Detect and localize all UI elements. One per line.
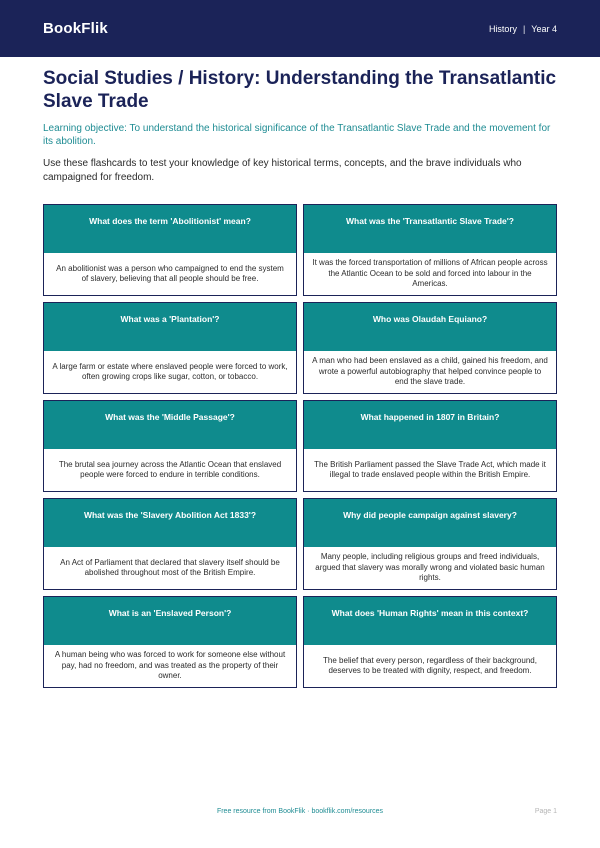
- flashcard-answer: A human being who was forced to work for someone else without pay, had no freedom, and was treated as the property of their owner.: [54, 650, 286, 681]
- footer-link[interactable]: Free resource from BookFlik · bookflik.com/resources: [216, 808, 384, 815]
- flashcard[interactable]: [303, 596, 557, 688]
- flashcard[interactable]: [303, 498, 557, 590]
- flashcard[interactable]: [43, 204, 297, 296]
- flashcard-answer: A man who had been enslaved as a child, gained his freedom, and wrote a powerful autobiography that helped convince people to end the slave trade.: [312, 356, 548, 387]
- separator: |: [522, 23, 526, 34]
- page-title: Social Studies / History: Understanding the Transatlantic Slave Trade: [43, 68, 557, 112]
- flashcard-question: Why did people campaign against slavery?: [304, 499, 556, 547]
- brand-logo[interactable]: BookFlik: [43, 20, 108, 37]
- flashcard[interactable]: [43, 596, 297, 688]
- flashcard-question: What does the term 'Abolitionist' mean?: [44, 205, 296, 253]
- header-meta: [489, 24, 557, 34]
- flashcard-answer: An abolitionist was a person who campaigned to end the system of slavery, believing that all people should be free.: [56, 263, 284, 283]
- flashcard-grid: [43, 204, 557, 688]
- flashcard-answer: The British Parliament passed the Slave Trade Act, which made it illegal to trade enslaved people within the British Empire.: [314, 459, 546, 479]
- flashcard[interactable]: [43, 498, 297, 590]
- flashcard-question: What does 'Human Rights' mean in this context?: [304, 597, 556, 645]
- flashcard[interactable]: [303, 204, 557, 296]
- page-number: Page 1: [534, 808, 557, 815]
- flashcard-answer: A large farm or estate where enslaved people were forced to work, often growing crops like sugar, cotton, or tobacco.: [52, 361, 288, 381]
- flashcard[interactable]: [303, 302, 557, 394]
- flashcard-question: What is an 'Enslaved Person'?: [44, 597, 296, 645]
- flashcard-answer: The belief that every person, regardless of their background, deserves to be treated with dignity, respect, and freedom.: [323, 655, 537, 675]
- flashcard-question: What was the 'Middle Passage'?: [44, 401, 296, 449]
- intro-text: Use these flashcards to test your knowledge of key historical terms, concepts, and the brave individuals who campaigned for freedom.: [43, 158, 522, 183]
- flashcard-answer: The brutal sea journey across the Atlantic Ocean that enslaved people were forced to endure in terrible conditions.: [58, 459, 282, 479]
- learning-objective: Learning objective: To understand the historical significance of the Transatlantic Slave Trade and the movement for its abolition.: [43, 123, 551, 147]
- top-bar: [0, 0, 600, 57]
- flashcard-question: What was a 'Plantation'?: [44, 303, 296, 351]
- flashcard-answer: Many people, including religious groups and freed individuals, argued that slavery was morally wrong and violated basic human rights.: [315, 552, 545, 583]
- flashcard-answer: It was the forced transportation of millions of African people across the Atlantic Ocean to be sold and forced into labour in the Americas.: [312, 258, 548, 289]
- subject-label: History: [488, 23, 517, 34]
- flashcard-question: What was the 'Slavery Abolition Act 1833'?: [44, 499, 296, 547]
- flashcard-question: What happened in 1807 in Britain?: [304, 401, 556, 449]
- flashcard[interactable]: [43, 302, 297, 394]
- year-label: Year 4: [531, 23, 557, 34]
- flashcard-answer: An Act of Parliament that declared that slavery itself should be abolished throughout most of the British Empire.: [60, 557, 280, 577]
- flashcard-question: Who was Olaudah Equiano?: [304, 303, 556, 351]
- flashcard[interactable]: [303, 400, 557, 492]
- flashcard-question: What was the 'Transatlantic Slave Trade'?: [304, 205, 556, 253]
- flashcard[interactable]: [43, 400, 297, 492]
